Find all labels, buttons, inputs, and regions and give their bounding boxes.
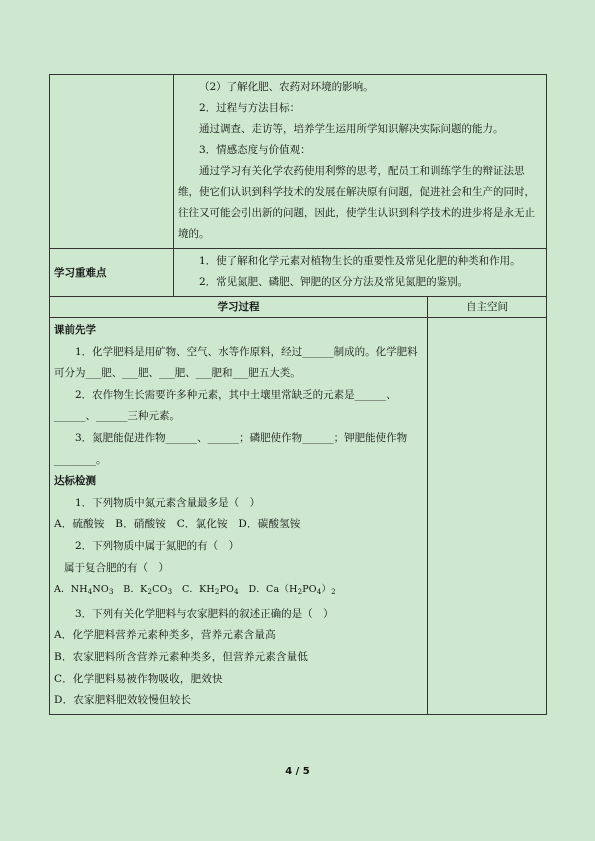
check-question: 3．下列有关化学肥料与农家肥料的叙述正确的是（ ） [75,607,334,620]
key-points-content [174,249,546,296]
check-question: 2．下列物质中属于氮肥的有（ ） [75,539,240,552]
subscript: 4 [316,588,322,597]
process-body-row [50,318,546,714]
check-option: D．农家肥料肥效较慢但较长 [54,694,192,707]
check-option: C．化学肥料易被作物吸收，肥效快 [54,672,223,685]
subscript: 4 [87,588,93,597]
pre-study-question: 3．氮肥能促进作物______、______；磷肥使作物______；钾肥能使作物________。 [54,431,408,466]
option-text: CO [152,584,168,596]
option-text: B．K [113,584,148,596]
page-number: 4 / 5 [285,766,310,777]
check-question: 1．下列物质中氮元素含量最多是（ ） [75,496,261,509]
objective-line: （2）了解化肥、农药对环境的影响。 [199,81,374,93]
lesson-plan-table [49,74,547,715]
process-header-row [50,297,546,318]
objective-line: 3．情感态度与价值观： [199,144,311,156]
option-text: A．NH [54,584,88,596]
option-text: PO [302,584,317,596]
check-option: B．农家肥料所含营养元素种类多，但营养元素含量低 [54,650,309,663]
process-body [50,318,428,714]
objectives-label-cell [50,75,174,248]
side-space [428,318,546,714]
option-text: C．KH [172,584,215,596]
check-title: 达标检测 [54,475,96,488]
subscript: 2 [147,588,153,597]
objective-line: 通过学习有关化学农药使用利弊的思考，配员工和训练学生的辩证法思维，使它们认识到科学技术的发展在解决原有问题，促进社会和生产的同时，往往又可能会引出新的问题，因此，使学生认识到科学技术的进步将是永无止境的。 [178,165,535,240]
check-option: A．化学肥料营养元素种类多，营养元素含量高 [54,629,276,642]
subscript: 4 [234,588,239,597]
option-text: NO [92,584,109,596]
objective-line: 通过调查、走访等，培养学生运用所学知识解决实际问题的能力。 [199,123,504,135]
check-subquestion: 属于复合肥的有（ ） [64,561,169,574]
key-point-line: 1．使了解和化学元素对植物生长的重要性及常见化肥的种类和作用。 [199,255,521,267]
key-points-label: 学习重难点 [50,249,174,296]
pre-study-question: 2．农作物生长需要许多种元素，其中土壤里常缺乏的元素是______、______、______三种元素。 [54,388,397,423]
key-points-row [50,249,546,297]
subscript: 3 [108,588,114,597]
subscript: 2 [214,588,220,597]
objective-line: 2．过程与方法目标： [199,102,301,114]
side-space-header: 自主空间 [466,301,508,313]
objectives-content [174,75,546,248]
process-header: 学习过程 [50,297,428,317]
check-options: A．硫酸铵 B．硝酸铵 C．氯化铵 D．碳酸氢铵 [54,518,301,531]
option-text: D．Ca（H [238,584,298,596]
formula-options [54,579,421,604]
option-text: PO [219,584,235,596]
subscript: 2 [331,588,336,597]
pre-study-title: 课前先学 [54,324,96,336]
key-point-line: 2．常见氮肥、磷肥、钾肥的区分方法及常见氮肥的鉴别。 [199,276,469,288]
pre-study-question: 1．化学肥料是用矿物、空气、水等作原料，经过______制成的。化学肥料可分为___肥、___肥、___肥、___肥和___肥五大类。 [54,345,418,380]
option-text: ） [321,584,332,596]
subscript: 2 [297,588,303,597]
objectives-row [50,75,546,249]
subscript: 3 [167,588,173,597]
